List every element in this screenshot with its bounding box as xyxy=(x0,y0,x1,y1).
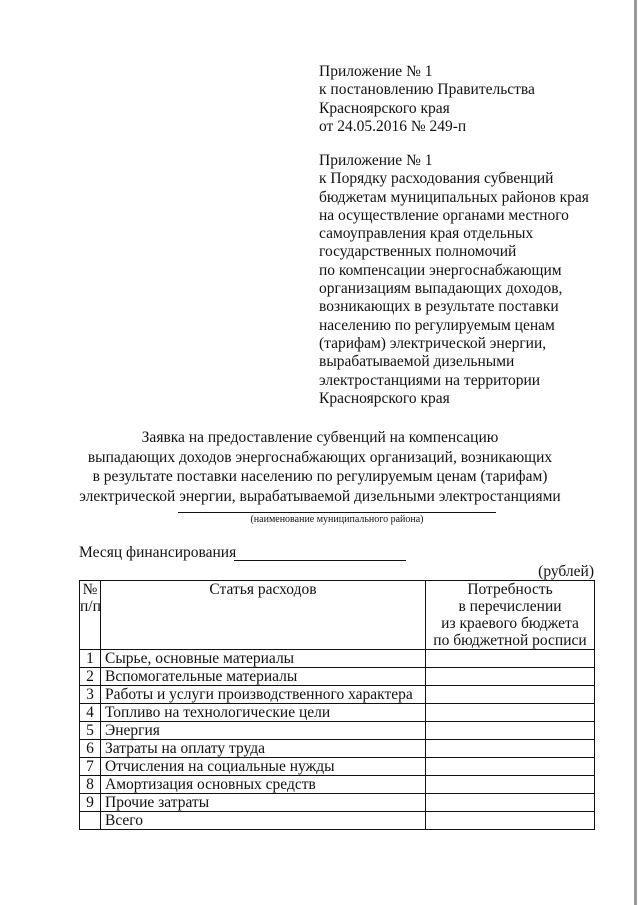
appendix-line: к Порядку расходования субвенций xyxy=(319,170,554,188)
table-row xyxy=(80,758,595,776)
appendix-line: самоуправления края отдельных xyxy=(319,225,534,243)
appendix-line: вырабатываемой дизельными xyxy=(319,353,515,371)
row-need-value[interactable] xyxy=(426,650,595,668)
header-number-line: № xyxy=(82,581,98,598)
units-label: (рублей) xyxy=(538,563,594,580)
header-number xyxy=(80,581,101,650)
expense-table xyxy=(79,580,595,830)
financing-month-fill-line[interactable] xyxy=(234,560,406,561)
row-expense-item: Амортизация основных средств xyxy=(101,776,426,794)
row-number: 4 xyxy=(80,704,101,722)
header-need-line: в перечислении xyxy=(458,598,562,615)
row-number: 2 xyxy=(80,668,101,686)
row-need-value[interactable] xyxy=(426,722,595,740)
row-number: 8 xyxy=(80,776,101,794)
row-expense-item: Топливо на технологические цели xyxy=(101,704,426,722)
row-expense-item: Прочие затраты xyxy=(101,794,426,812)
title-line: в результате поставки населению по регулируемым ценам (тарифам) xyxy=(92,468,548,485)
row-number: 5 xyxy=(80,722,101,740)
row-number: 7 xyxy=(80,758,101,776)
header-expense-item: Статья расходов xyxy=(101,581,426,650)
appendix-line: государственных полномочий xyxy=(319,243,517,261)
table-header-row xyxy=(80,581,595,650)
header-need-line: из краевого бюджета xyxy=(441,615,579,632)
appendix-line: Красноярского края xyxy=(319,389,450,407)
table-row xyxy=(80,668,595,686)
appendix-line: бюджетам муниципальных районов края xyxy=(319,188,589,206)
title-line: выпадающих доходов энергоснабжающих организаций, возникающих xyxy=(87,448,553,466)
row-need-value[interactable] xyxy=(426,740,595,758)
appendix-line: Приложение № 1 xyxy=(319,63,433,80)
appendix-line: организациям выпадающих доходов, xyxy=(319,280,563,298)
appendix-line: от 24.05.2016 № 249-п xyxy=(319,117,467,135)
row-need-value[interactable] xyxy=(426,812,595,830)
table-row xyxy=(80,794,595,812)
row-expense-item: Работы и услуги производственного характера xyxy=(101,686,426,704)
table-row xyxy=(80,686,595,704)
municipality-caption: (наименование муниципального района) xyxy=(250,514,424,525)
appendix-line: Приложение № 1 xyxy=(319,152,433,169)
document-title xyxy=(0,428,640,506)
title-line: электрической энергии, вырабатываемой дизельными электростанциями xyxy=(79,487,561,505)
row-number: 3 xyxy=(80,686,101,704)
appendix-line: (тарифам) электрической энергии, xyxy=(319,334,547,352)
row-need-value[interactable] xyxy=(426,794,595,812)
row-expense-item: Всего xyxy=(101,812,426,830)
table-total-row xyxy=(80,812,595,830)
table-row xyxy=(80,704,595,722)
header-need-line: по бюджетной росписи xyxy=(433,632,587,649)
row-number: 9 xyxy=(80,794,101,812)
title-line: Заявка на предоставление субвенций на компенсацию xyxy=(141,429,499,446)
appendix-line: электростанциями на территории xyxy=(319,371,541,389)
header-need-line: Потребность xyxy=(467,581,553,598)
row-need-value[interactable] xyxy=(426,686,595,704)
row-expense-item: Отчисления на социальные нужды xyxy=(101,758,426,776)
row-expense-item: Затраты на оплату труда xyxy=(101,740,426,758)
appendix-line: на осуществление органами местного xyxy=(319,206,569,224)
table-row xyxy=(80,722,595,740)
appendix-line: возникающих в результате поставки xyxy=(319,298,559,316)
appendix-line: по компенсации энергоснабжающим xyxy=(319,261,562,279)
row-number: 1 xyxy=(80,650,101,668)
row-need-value[interactable] xyxy=(426,668,595,686)
financing-month-label: Месяц финансирования xyxy=(79,544,237,561)
row-need-value[interactable] xyxy=(426,704,595,722)
row-expense-item: Энергия xyxy=(101,722,426,740)
row-expense-item: Сырье, основные материалы xyxy=(101,650,426,668)
appendix-line: Красноярского края xyxy=(319,99,450,117)
row-need-value[interactable] xyxy=(426,758,595,776)
table-row xyxy=(80,776,595,794)
row-expense-item: Вспомогательные материалы xyxy=(101,668,426,686)
row-number: 6 xyxy=(80,740,101,758)
appendix-line: к постановлению Правительства xyxy=(319,81,535,99)
scan-edge-divider xyxy=(634,0,637,905)
header-need xyxy=(426,581,595,650)
municipality-fill-line[interactable] xyxy=(178,512,496,513)
appendix-order xyxy=(319,152,589,408)
row-need-value[interactable] xyxy=(426,776,595,794)
appendix-line: населению по регулируемым ценам xyxy=(319,316,555,334)
row-number xyxy=(80,812,101,830)
header-number-line: п/п xyxy=(80,598,101,615)
table-row xyxy=(80,740,595,758)
appendix-government-resolution xyxy=(319,63,535,136)
table-row xyxy=(80,650,595,668)
